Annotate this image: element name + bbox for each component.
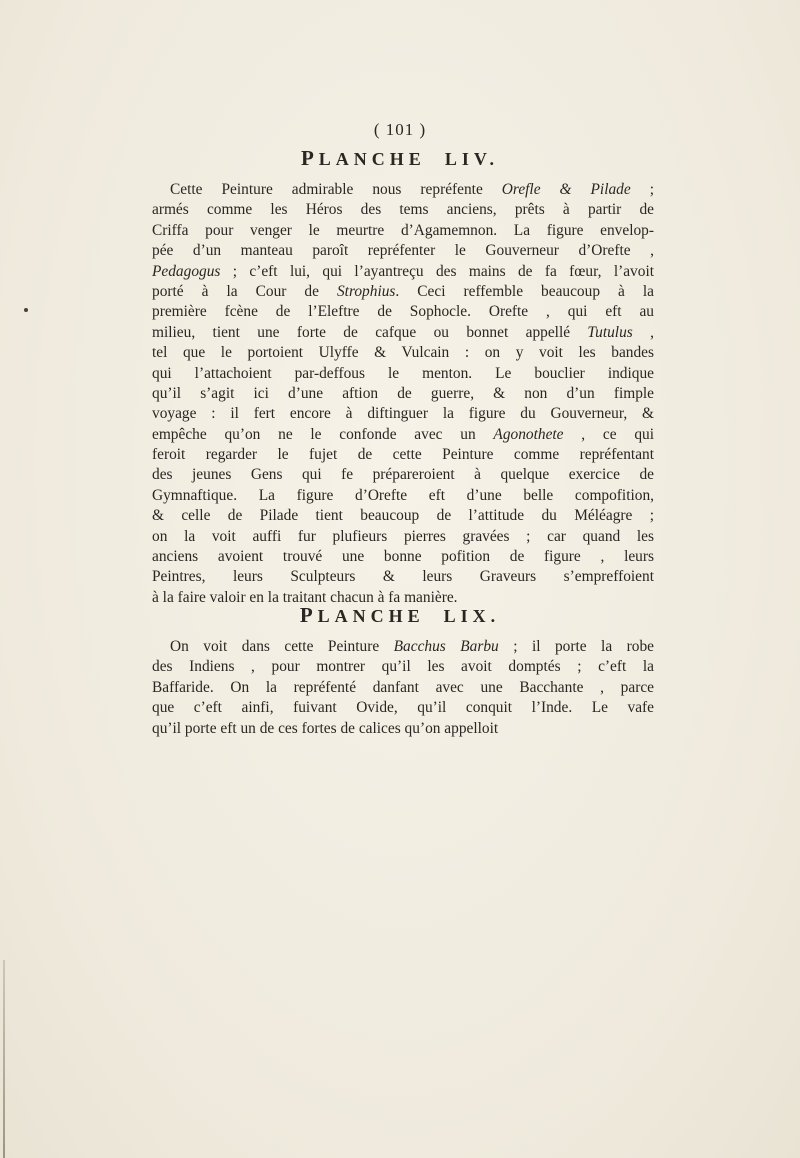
- ink-spot: [24, 308, 28, 312]
- text-line: [152, 221, 654, 241]
- text-run: qu’il porte eft un de ces fortes de calices qu’on appelloit: [152, 719, 499, 737]
- text-run: pée d’un manteau paroît repréfenter le Gouverneur d’Orefte ,: [152, 242, 654, 260]
- text-run: des Indiens , pour montrer qu’il les avoit domptés ; c’eft la: [152, 658, 654, 676]
- text-run: qu’il s’agit ici d’une aftion de guerre, & non d’un fimple: [152, 384, 654, 402]
- heading-word: LANCHE: [317, 606, 425, 626]
- text-run: ;: [630, 181, 654, 198]
- text-line: [152, 657, 654, 677]
- text-line: [152, 425, 654, 445]
- text-line: [152, 282, 654, 302]
- text-line: [152, 506, 654, 526]
- text-run: première fcène de l’Eleftre de Sophocle. Orefte , qui eft au: [152, 303, 654, 321]
- text-run: tel que le portoient Ulyffe & Vulcain : on y voit les bandes: [152, 344, 654, 362]
- text-line: [152, 698, 654, 718]
- text-run: ; il porte la robe: [498, 638, 654, 655]
- text-line: [152, 180, 654, 200]
- text-line: [152, 200, 654, 220]
- text-run: Baffaride. On la repréfenté danfant avec une Bacchante , parce: [152, 678, 654, 696]
- text-run: Gymnaftique. La figure d’Orefte eft d’une belle compofition,: [152, 486, 654, 504]
- text-line: [152, 527, 654, 547]
- text-run: armés comme les Héros des tems anciens, prêts à partir de: [152, 201, 654, 219]
- heading-numeral: LIX.: [443, 606, 501, 626]
- italic-term: Orefle & Pilade: [501, 181, 631, 198]
- text-run: porté à la Cour de: [152, 282, 337, 300]
- text-line: [152, 364, 654, 384]
- text-line: [152, 678, 654, 698]
- text-line: [152, 241, 654, 261]
- text-run: . Ceci reffemble beaucoup à la: [395, 282, 654, 300]
- text-line: [152, 404, 654, 424]
- text-run: anciens avoient trouvé une bonne pofition de figure , leurs: [152, 548, 654, 566]
- text-run: empêche qu’on ne le confonde avec un: [152, 425, 494, 443]
- text-run: ,: [632, 323, 654, 341]
- text-run: & celle de Pilade tient beaucoup de l’attitude du Méléagre ;: [152, 507, 654, 525]
- text-run: , ce qui: [563, 425, 654, 443]
- text-run: Criffa pour venger le meurtre d’Agamemnon. La figure envelop-: [152, 221, 654, 239]
- text-line: [152, 547, 654, 567]
- text-run: ; c’eft lui, qui l’ayantreçu des mains de fa fœur, l’avoit: [220, 262, 654, 280]
- section-heading-lix: [0, 603, 800, 628]
- text-line: [152, 445, 654, 465]
- text-line: [152, 323, 654, 343]
- page-number: ( 101 ): [373, 120, 427, 139]
- italic-term: Tutulus: [587, 323, 633, 341]
- heading-numeral: LIV.: [444, 149, 500, 169]
- text-line: [152, 567, 654, 587]
- italic-term: Strophius: [336, 282, 396, 300]
- text-run: feroit regarder le fujet de cette Peinture comme repréfentant: [152, 446, 654, 464]
- text-run: que c’eft ainfi, fuivant Ovide, qu’il conquit l’Inde. Le vafe: [152, 699, 654, 717]
- text-run: des jeunes Gens qui fe prépareroient à quelque exercice de: [152, 466, 654, 484]
- italic-term: Bacchus Barbu: [393, 638, 499, 655]
- page-edge-shadow: [3, 960, 5, 1158]
- text-run: On voit dans cette Peinture: [170, 638, 394, 655]
- text-line: [152, 637, 654, 657]
- italic-term: Agonothete: [493, 425, 564, 443]
- text-run: qui l’attachoient par-deffous le menton. Le bouclier indique: [152, 364, 654, 382]
- text-run: Cette Peinture admirable nous repréfente: [170, 181, 502, 198]
- heading-word: LANCHE: [318, 149, 426, 169]
- text-line: [152, 262, 654, 282]
- heading-initial: P: [300, 146, 319, 170]
- section-heading-liv: [0, 146, 800, 171]
- text-line: [152, 719, 654, 739]
- text-run: à la faire valoir en la traitant chacun à fa manière.: [152, 588, 458, 606]
- text-line: [152, 384, 654, 404]
- text-run: Peintres, leurs Sculpteurs & leurs Graveurs s’empreffoient: [152, 568, 654, 586]
- text-run: voyage : il fert encore à diftinguer la figure du Gouverneur, &: [152, 405, 654, 423]
- text-line: [152, 302, 654, 322]
- text-run: milieu, tient une forte de cafque ou bonnet appellé: [152, 323, 588, 341]
- text-line: [152, 465, 654, 485]
- text-line: [152, 486, 654, 506]
- section-body-lix: [152, 637, 654, 739]
- text-run: on la voit auffi fur plufieurs pierres gravées ; car quand les: [152, 527, 654, 545]
- section-body-liv: [152, 180, 654, 608]
- italic-term: Pedagogus: [152, 262, 221, 280]
- text-line: [152, 343, 654, 363]
- heading-initial: P: [299, 603, 318, 627]
